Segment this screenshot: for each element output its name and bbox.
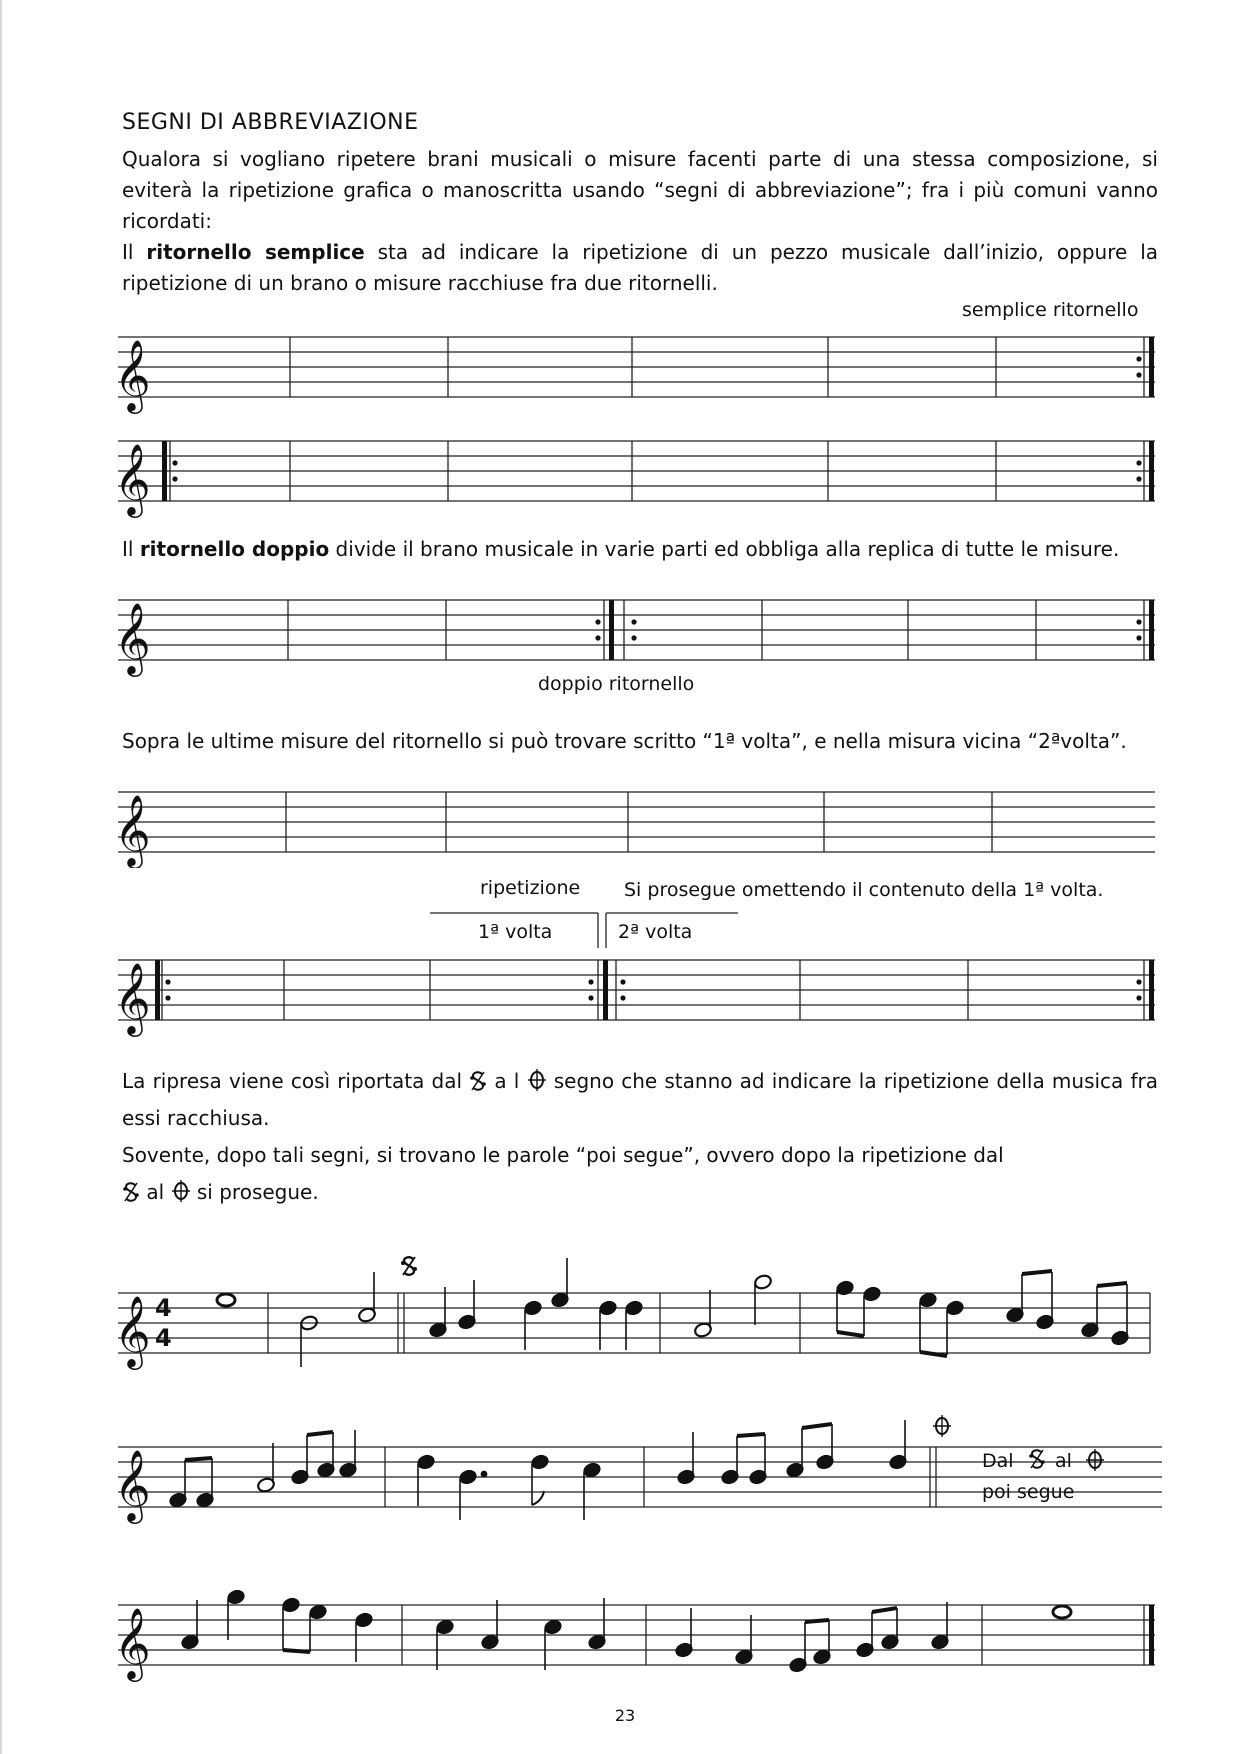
svg-text:𝄞: 𝄞 [114, 338, 151, 411]
svg-text:𝄞: 𝄞 [114, 961, 151, 1034]
poi-segue-text: poi segue [982, 1481, 1075, 1503]
staff-doppio [0, 588, 1250, 678]
semplice-label: semplice ritornello [962, 299, 1139, 321]
dal-text: Dal [982, 1450, 1014, 1472]
svg-text:𝄞: 𝄞 [114, 1294, 151, 1367]
page-heading: SEGNI DI ABBREVIAZIONE [122, 110, 419, 135]
time-signature-top: 4 [155, 1294, 172, 1322]
svg-text:𝄞: 𝄞 [114, 601, 151, 674]
seconda-volta-label: 2ª volta [618, 921, 693, 943]
treble-clef-icon [114, 1606, 151, 1682]
ripresa-b: a l [487, 1069, 527, 1093]
doppio-paragraph [122, 534, 1158, 565]
semplice-paragraph [122, 237, 1158, 299]
svg-text:𝄞: 𝄞 [114, 1448, 151, 1521]
time-signature-bottom: 4 [155, 1324, 172, 1352]
treble-clef-icon [114, 338, 151, 414]
treble-clef-icon [114, 442, 151, 518]
volta-paragraph: Sopra le ultime misure del ritornello si può trovare scritto “1ª volta”, e nella misura vicina “2ªvolta”. [122, 729, 1127, 753]
coda-icon [527, 1068, 547, 1092]
music-system-2 [0, 1405, 1250, 1545]
page-number: 23 [614, 1706, 636, 1725]
doppio-bold: ritornello doppio [139, 537, 330, 561]
treble-clef-icon [114, 601, 151, 677]
ripetizione-label: ripetizione [480, 877, 581, 899]
prosegue-label: Si prosegue omettendo il contenuto della 1ª volta. [624, 879, 1104, 901]
treble-clef-icon [114, 793, 151, 868]
ripresa-c: segno che stanno ad indicare la ripetizione della musica fra essi racchiusa. [122, 1069, 1158, 1130]
segno-icon [1029, 1450, 1045, 1468]
semplice-post: sta ad indicare la ripetizione di un pezzo musicale dall’inizio, oppure la ripetizione di un brano o misure racchiuse fra due ritornelli. [122, 240, 1159, 295]
treble-clef-icon [114, 1294, 151, 1370]
doppio-label: doppio ritornello [538, 673, 695, 695]
segno-icon [401, 1257, 417, 1275]
al-text: al [1055, 1450, 1072, 1472]
ripresa-e: al [140, 1180, 171, 1204]
music-system-3 [0, 1580, 1250, 1700]
svg-text:𝄞: 𝄞 [114, 793, 151, 866]
doppio-pre: Il [122, 537, 140, 561]
ripresa-a: La ripresa viene così riportata dal [122, 1069, 470, 1093]
staff-volta [0, 948, 1250, 1038]
treble-clef-icon [114, 1448, 151, 1524]
prima-volta-label: 1ª volta [478, 921, 553, 943]
coda-icon [171, 1179, 191, 1203]
segno-icon [469, 1070, 487, 1092]
coda-icon [1086, 1449, 1104, 1471]
intro-paragraph: Qualora si vogliano ripetere brani musicali o misure facenti parte di una stessa composizione, si eviterà la ripetizione grafica o manoscritta usando “segni di abbreviazione”; fra i più comuni vanno ricordati: [122, 147, 1158, 233]
ripresa-d: Sovente, dopo tali segni, si trovano le parole “poi segue”, ovvero dopo la ripetizione dal [122, 1143, 1004, 1167]
staff-plain [0, 778, 1250, 868]
ripresa-paragraph [122, 1063, 1158, 1211]
segno-icon [122, 1181, 140, 1203]
ripresa-f: si prosegue. [190, 1180, 319, 1204]
svg-text:𝄞: 𝄞 [114, 442, 151, 515]
coda-icon [933, 1415, 951, 1437]
doppio-post: divide il brano musicale in varie parti ed obbliga alla replica di tutte le misure. [329, 537, 1120, 561]
music-system-1 [0, 1250, 1250, 1370]
staff-semplice-both [0, 428, 1250, 518]
treble-clef-icon [114, 961, 151, 1037]
svg-text:𝄞: 𝄞 [114, 1606, 151, 1679]
staff-semplice-end [0, 325, 1250, 415]
semplice-pre: Il [122, 240, 147, 264]
semplice-bold: ritornello semplice [146, 240, 365, 264]
